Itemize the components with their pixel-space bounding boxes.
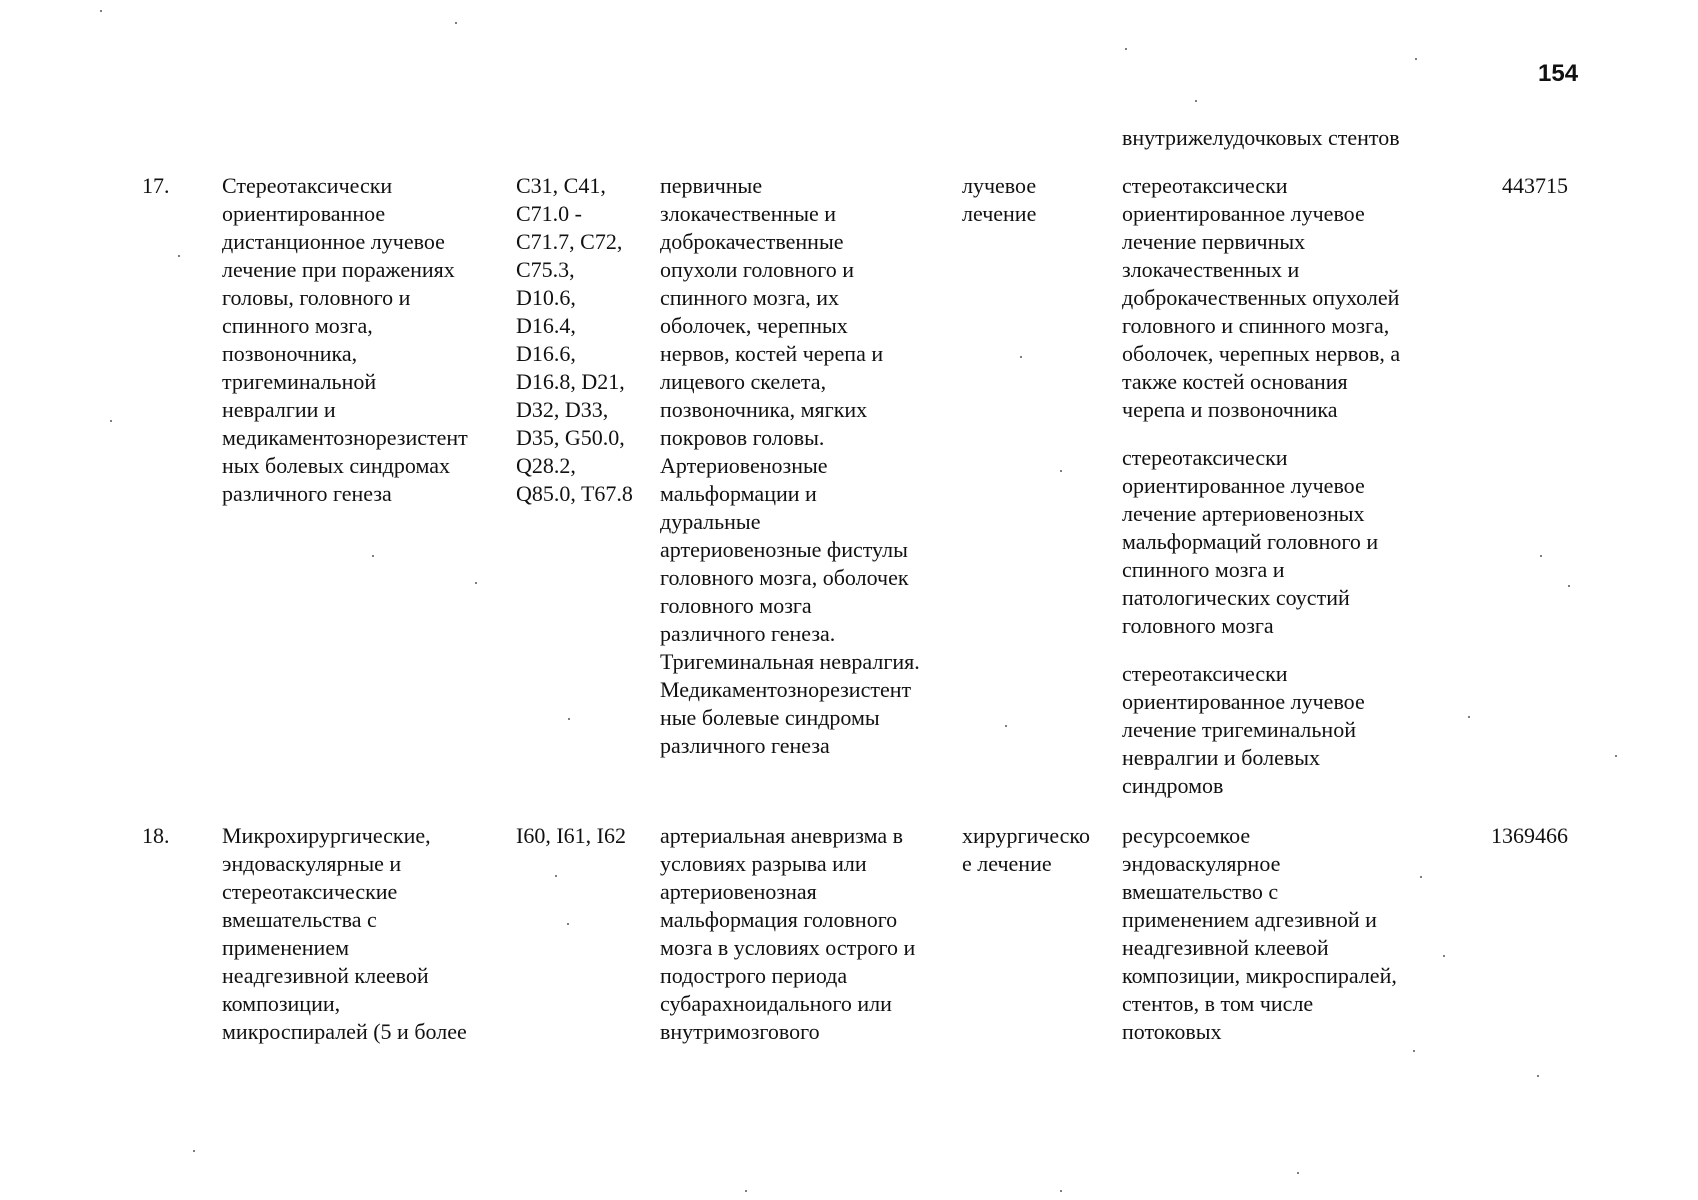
text-line: медикаментознорезистент	[222, 425, 468, 450]
scan-speck	[1468, 716, 1470, 718]
text-line: дистанционное лучевое	[222, 229, 445, 254]
procedure-name	[222, 822, 497, 1046]
text-line: стереотаксические	[222, 879, 398, 904]
text-line: стентов, в том числе	[1122, 991, 1314, 1016]
text-line: ных болевых синдромах	[222, 453, 450, 478]
text-line: I60, I61, I62	[516, 823, 626, 848]
text-line: оболочек, черепных	[660, 313, 848, 338]
text-line: C71.0 -	[516, 201, 582, 226]
text-line: спинного мозга и	[1122, 557, 1285, 582]
scan-speck	[1125, 48, 1127, 50]
text-line: лечение при поражениях	[222, 257, 455, 282]
text-line: ориентированное	[222, 201, 386, 226]
text-line: различного генеза	[660, 733, 830, 758]
text-line: е лечение	[962, 851, 1052, 876]
text-line: D16.6,	[516, 341, 576, 366]
icd-codes	[516, 172, 656, 508]
text-line: злокачественные и	[660, 201, 837, 226]
text-line: условиях разрыва или	[660, 851, 867, 876]
icd-codes	[516, 822, 656, 850]
scan-speck	[193, 1150, 195, 1152]
text-line: вмешательства с	[222, 907, 377, 932]
scan-speck	[567, 923, 569, 925]
text-line: опухоли головного и	[660, 257, 854, 282]
scan-speck	[1413, 1050, 1415, 1052]
scan-speck	[110, 420, 112, 422]
text-line: вмешательство с	[1122, 879, 1279, 904]
text-line: Артериовенозные	[660, 453, 828, 478]
text-line: D10.6,	[516, 285, 576, 310]
text-line: лечение первичных	[1122, 229, 1306, 254]
text-line: D16.8, D21,	[516, 369, 625, 394]
scan-speck	[568, 718, 570, 720]
treatment-type	[962, 172, 1112, 228]
text-line: головного и спинного мозга,	[1122, 313, 1390, 338]
text-line: хирургическо	[962, 823, 1090, 848]
text-line: мозга в условиях острого и	[660, 935, 916, 960]
procedure-name	[222, 172, 497, 508]
text-line: черепа и позвоночника	[1122, 397, 1338, 422]
text-line: Медикаментознорезистент	[660, 677, 912, 702]
text-line: различного генеза.	[660, 621, 836, 646]
scan-speck	[1005, 725, 1007, 727]
text-line: ориентированное лучевое	[1122, 473, 1365, 498]
text-line: позвоночника, мягких	[660, 397, 868, 422]
continuation-text	[1122, 124, 1482, 152]
text-line: лечение артериовенозных	[1122, 501, 1365, 526]
text-line: тригеминальной	[222, 369, 377, 394]
text-line: лечение тригеминальной	[1122, 717, 1356, 742]
scan-speck	[1195, 100, 1197, 102]
scan-speck	[1568, 585, 1570, 587]
text-line: эндоваскулярное	[1122, 851, 1281, 876]
text-line: неадгезивной клеевой	[1122, 935, 1329, 960]
text-line: Q85.0, T67.8	[516, 481, 633, 506]
text-line: внутрижелудочковых стентов	[1122, 125, 1400, 150]
text-line: артериовенозные фистулы	[660, 537, 908, 562]
text-line: невралгии и болевых	[1122, 745, 1321, 770]
text-line: лечение	[962, 201, 1037, 226]
scan-speck	[1415, 58, 1417, 60]
text-line: лицевого скелета,	[660, 369, 827, 394]
text-line: микроспиралей (5 и более	[222, 1019, 467, 1044]
scan-speck	[745, 1190, 747, 1192]
scan-speck	[1020, 356, 1022, 358]
scan-speck	[455, 22, 457, 24]
text-line: D32, D33,	[516, 397, 609, 422]
text-line: подострого периода	[660, 963, 848, 988]
scan-speck	[1443, 955, 1445, 957]
method-item	[1122, 822, 1442, 1046]
page-number: 154	[1538, 60, 1579, 87]
treatment-methods	[1122, 172, 1442, 820]
text-line: Стереотаксически	[222, 173, 393, 198]
text-line: композиции,	[222, 991, 341, 1016]
text-line: D16.4,	[516, 313, 576, 338]
scan-speck	[1060, 470, 1062, 472]
text-line: Тригеминальная невралгия.	[660, 649, 920, 674]
text-line: ресурсоемкое	[1122, 823, 1251, 848]
scan-speck	[1537, 1075, 1539, 1077]
text-line: композиции, микроспиралей,	[1122, 963, 1397, 988]
text-line: покровов головы.	[660, 425, 825, 450]
scan-speck	[178, 255, 180, 257]
text-line: эндоваскулярные и	[222, 851, 402, 876]
text-line: головного мозга	[1122, 613, 1274, 638]
scan-speck	[1540, 555, 1542, 557]
text-line: патологических соустий	[1122, 585, 1350, 610]
treatment-methods	[1122, 822, 1442, 1066]
text-line: спинного мозга,	[222, 313, 373, 338]
text-line: доброкачественные	[660, 229, 844, 254]
text-line: применением	[222, 935, 350, 960]
text-line: дуральные	[660, 509, 761, 534]
text-line: субарахноидального или	[660, 991, 892, 1016]
text-line: оболочек, черепных нервов, а	[1122, 341, 1401, 366]
text-line: ориентированное лучевое	[1122, 689, 1365, 714]
method-item	[1122, 660, 1442, 800]
scan-speck	[1297, 1172, 1299, 1174]
text-line: ные болевые синдромы	[660, 705, 880, 730]
scan-speck	[1060, 1190, 1062, 1192]
text-line: лучевое	[962, 173, 1037, 198]
scan-speck	[100, 10, 102, 12]
row-number: 17.	[142, 173, 170, 198]
text-line: C75.3,	[516, 257, 575, 282]
cost-value: 1369466	[1491, 823, 1568, 848]
scan-speck	[1615, 755, 1617, 757]
text-line: также костей основания	[1122, 369, 1348, 394]
text-line: мальформация головного	[660, 907, 898, 932]
text-line: злокачественных и	[1122, 257, 1300, 282]
text-line: позвоночника,	[222, 341, 358, 366]
text-line: Q28.2,	[516, 453, 576, 478]
text-line: ориентированное лучевое	[1122, 201, 1365, 226]
text-line: первичные	[660, 173, 763, 198]
diagnosis	[660, 822, 960, 1046]
text-line: мальформаций головного и	[1122, 529, 1379, 554]
text-line: стереотаксически	[1122, 661, 1288, 686]
text-line: невралгии и	[222, 397, 336, 422]
text-line: C71.7, C72,	[516, 229, 623, 254]
text-line: стереотаксически	[1122, 173, 1288, 198]
scan-speck	[555, 875, 557, 877]
text-line: доброкачественных опухолей	[1122, 285, 1400, 310]
text-line: головного мозга, оболочек	[660, 565, 909, 590]
text-line: C31, C41,	[516, 173, 606, 198]
method-item	[1122, 172, 1442, 424]
text-line: спинного мозга, их	[660, 285, 840, 310]
text-line: головы, головного и	[222, 285, 411, 310]
text-line: D35, G50.0,	[516, 425, 625, 450]
treatment-type	[962, 822, 1112, 878]
method-item	[1122, 444, 1442, 640]
text-line: артериальная аневризма в	[660, 823, 904, 848]
text-line: применением адгезивной и	[1122, 907, 1377, 932]
text-line: артериовенозная	[660, 879, 817, 904]
scan-speck	[1420, 876, 1422, 878]
text-line: потоковых	[1122, 1019, 1222, 1044]
row-number: 18.	[142, 823, 170, 848]
scan-speck	[372, 555, 374, 557]
scan-speck	[475, 582, 477, 584]
text-line: головного мозга	[660, 593, 812, 618]
text-line: синдромов	[1122, 773, 1224, 798]
text-line: стереотаксически	[1122, 445, 1288, 470]
text-line: Микрохирургические,	[222, 823, 431, 848]
diagnosis	[660, 172, 960, 760]
text-line: внутримозгового	[660, 1019, 820, 1044]
text-line: различного генеза	[222, 481, 392, 506]
text-line: мальформации и	[660, 481, 817, 506]
text-line: нервов, костей черепа и	[660, 341, 884, 366]
cost-value: 443715	[1502, 173, 1568, 198]
text-line: неадгезивной клеевой	[222, 963, 429, 988]
